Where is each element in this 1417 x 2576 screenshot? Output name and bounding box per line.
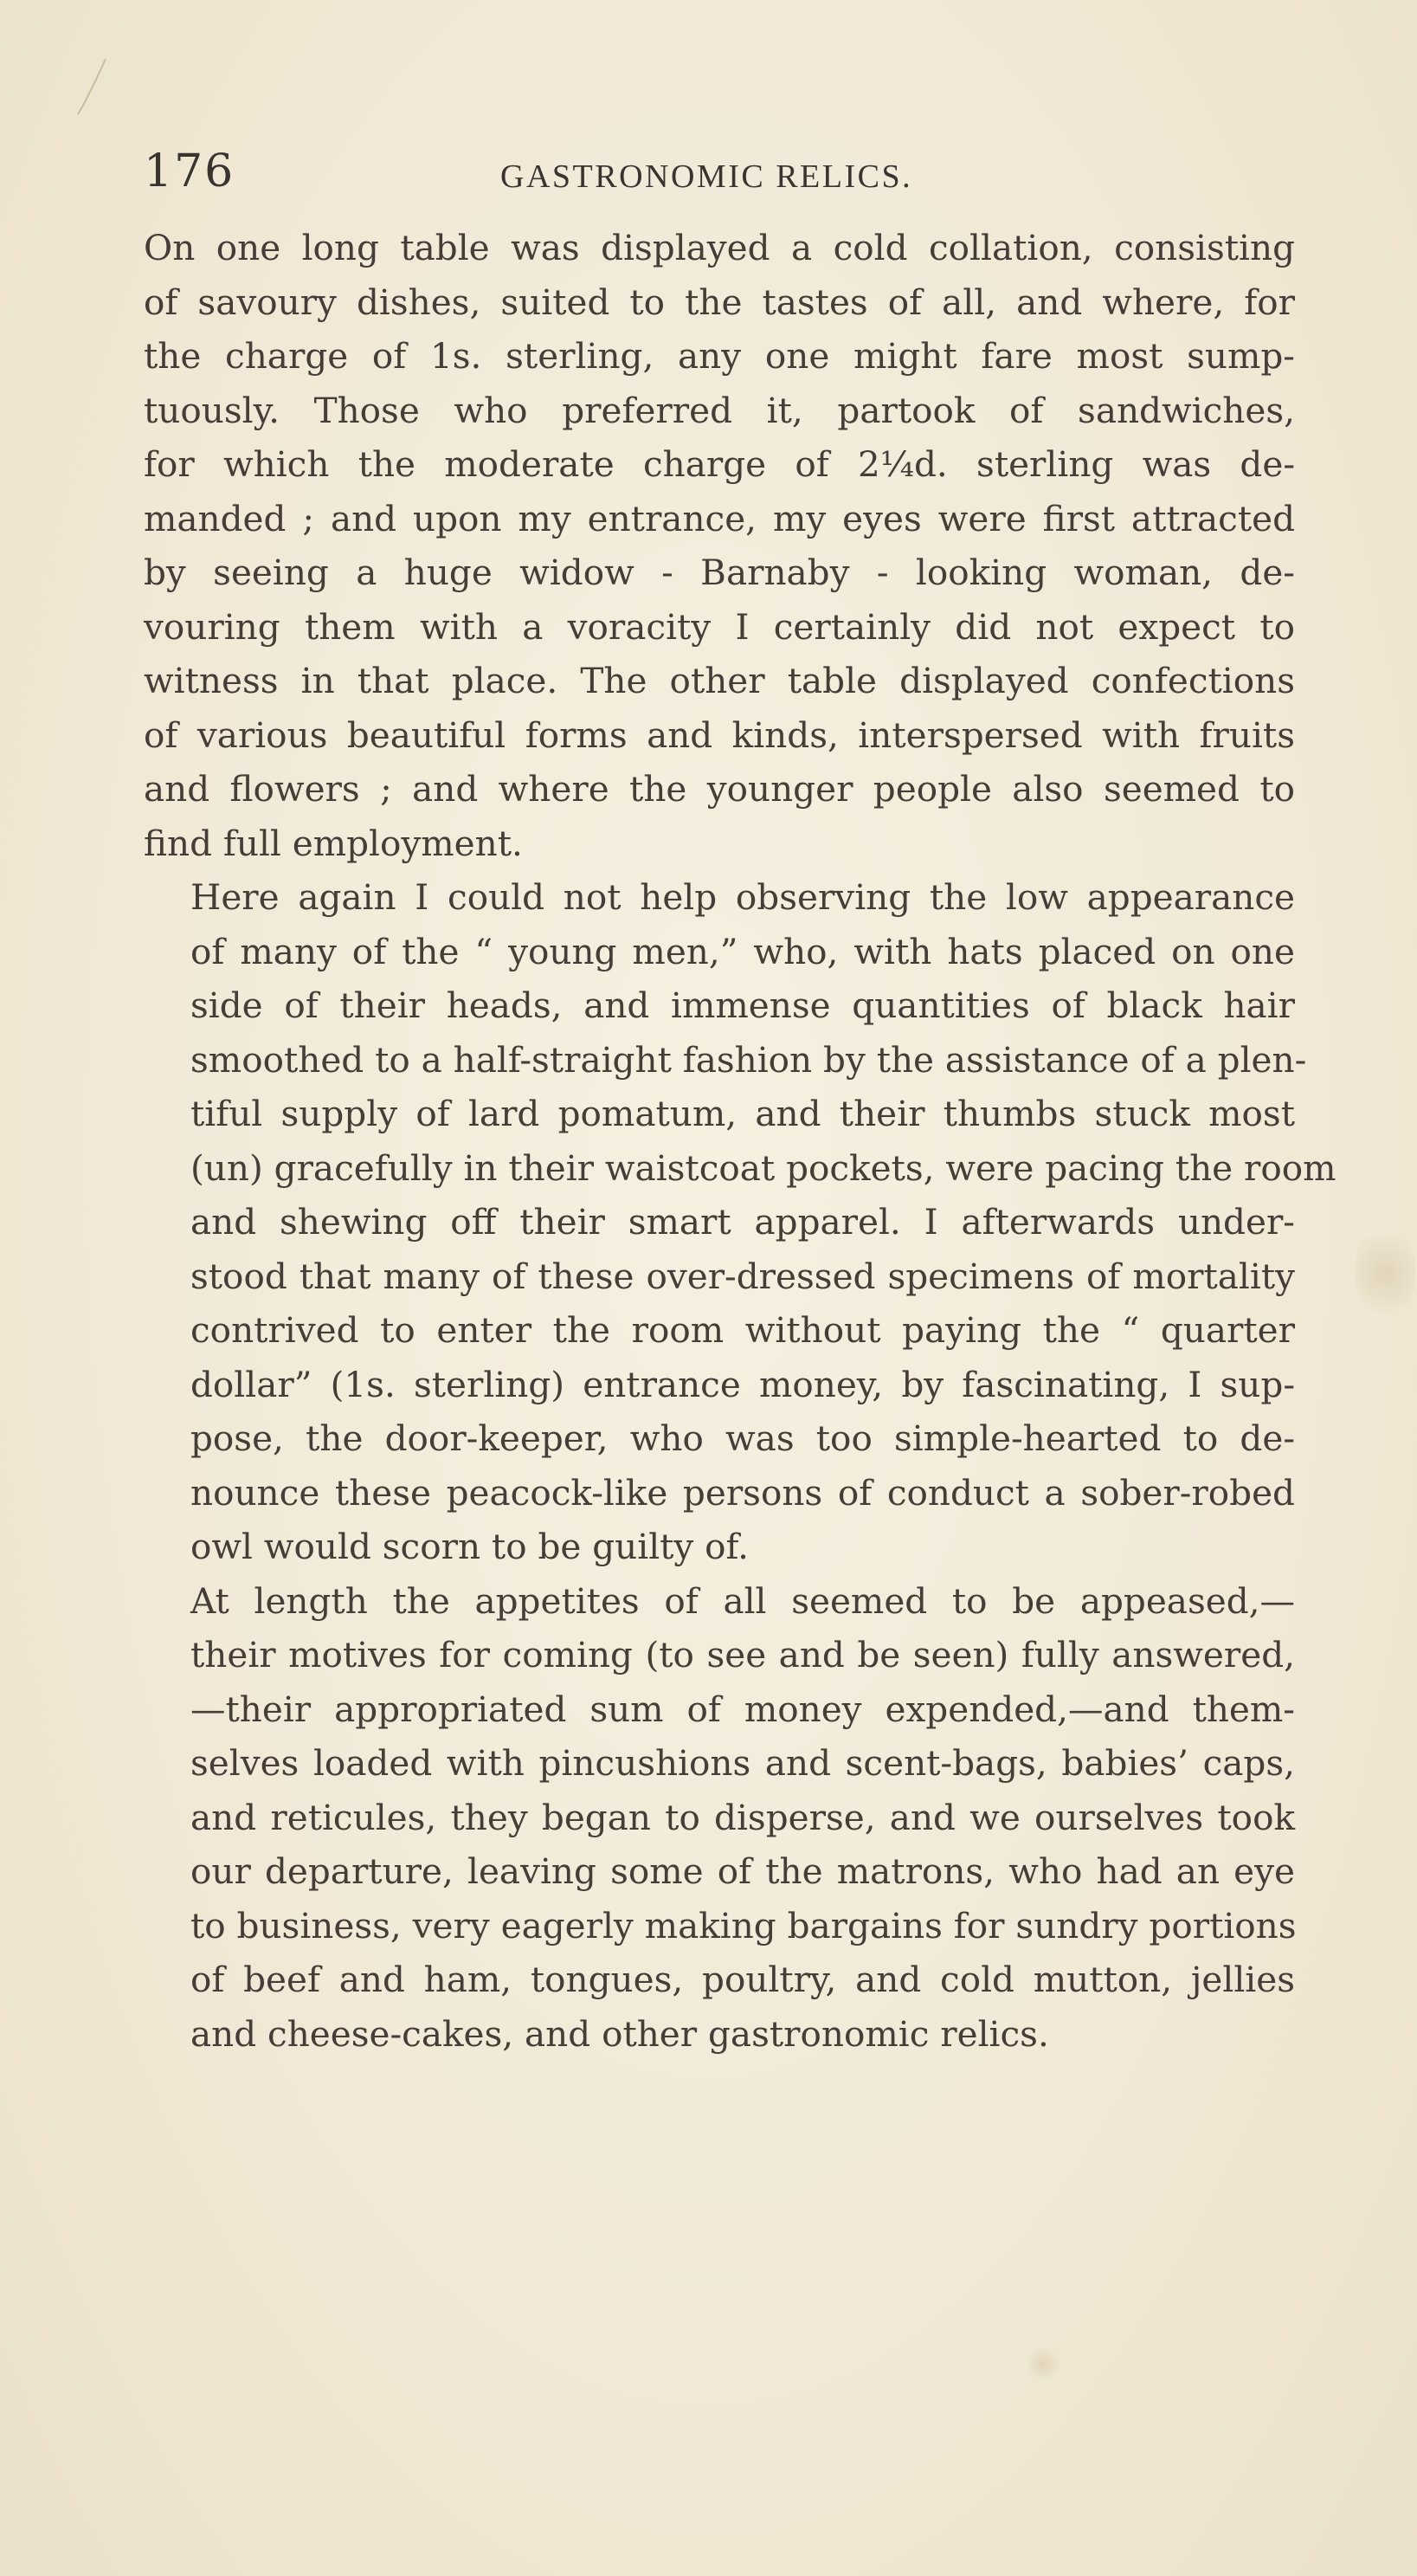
text-line: stood that many of these over-dressed specimens of mortality: [190, 1255, 1295, 1297]
text-line: Here again I could not help observing the low appearance: [190, 876, 1295, 918]
text-line: their motives for coming (to see and be seen) fully answered,: [190, 1634, 1295, 1675]
text-line: of many of the “ young men,” who, with hats placed on one: [190, 930, 1295, 972]
pencil-mark-icon: [52, 52, 121, 121]
text-line: On one long table was displayed a cold collation, consisting: [144, 227, 1295, 268]
text-line: nounce these peacock-like persons of conduct a sober-robed: [190, 1471, 1295, 1514]
running-head: GASTRONOMIC RELICS.: [500, 158, 913, 195]
text-line: smoothed to a half-straight fashion by the assistance of a plen-: [190, 1038, 1307, 1081]
text-line: and flowers ; and where the younger people also seemed to: [144, 768, 1295, 810]
text-line: by seeing a huge widow - Barnaby - looking woman, de-: [144, 552, 1295, 593]
body-text: [144, 221, 1336, 2061]
paragraph: [144, 870, 1336, 1574]
text-line: selves loaded with pincushions and scent-bags, babies’ caps,: [190, 1742, 1295, 1784]
text-line: of beef and ham, tongues, poultry, and cold mutton, jellies: [190, 1959, 1295, 2000]
page-number: 176: [144, 145, 235, 197]
text-line: witness in that place. The other table displayed confections: [144, 660, 1295, 701]
text-line: the charge of 1s. sterling, any one might fare most sump-: [144, 335, 1295, 377]
text-line: dollar” (1s. sterling) entrance money, by fascinating, I sup-: [190, 1363, 1295, 1405]
text-line: side of their heads, and immense quantities of black hair: [190, 985, 1295, 1026]
paragraph: [144, 1574, 1295, 2062]
text-line: contrived to enter the room without paying the “ quarter: [190, 1309, 1295, 1351]
text-line: our departure, leaving some of the matrons, who had an eye: [190, 1850, 1295, 1892]
text-line: and cheese-cakes, and other gastronomic relics.: [190, 2012, 1049, 2055]
text-line: of savoury dishes, suited to the tastes of all, and where, for: [144, 281, 1295, 323]
paragraph: [144, 221, 1295, 870]
text-line: and shewing off their smart apparel. I afterwards under-: [190, 1201, 1295, 1243]
text-line: of various beautiful forms and kinds, interspersed with fruits: [144, 713, 1295, 756]
text-line: At length the appetites of all seemed to be appeased,—: [190, 1579, 1295, 1622]
text-line: owl would scorn to be guilty of.: [190, 1526, 749, 1567]
page-header: [144, 145, 1295, 206]
text-line: to business, very eagerly making bargains for sundry portions: [190, 1904, 1297, 1947]
text-line: manded ; and upon my entrance, my eyes were first attracted: [144, 497, 1295, 539]
text-line: find full employment.: [144, 822, 523, 864]
text-line: tuously. Those who preferred it, partook of sandwiches,: [144, 389, 1295, 431]
text-line: vouring them with a voracity I certainly did not expect to: [144, 605, 1295, 648]
text-line: tiful supply of lard pomatum, and their thumbs stuck most: [190, 1093, 1295, 1134]
text-line: —their appropriated sum of money expended,—and them-: [190, 1688, 1295, 1730]
paper-stain: [1355, 1221, 1415, 1325]
text-line: pose, the door-keeper, who was too simple-hearted to de-: [190, 1417, 1295, 1459]
text-line: and reticules, they began to disperse, and we ourselves took: [190, 1796, 1295, 1838]
text-line: for which the moderate charge of 2¼d. sterling was de-: [144, 443, 1295, 485]
paper-stain: [1026, 2347, 1060, 2381]
text-line: (un) gracefully in their waistcoat pockets, were pacing the room: [190, 1146, 1336, 1189]
